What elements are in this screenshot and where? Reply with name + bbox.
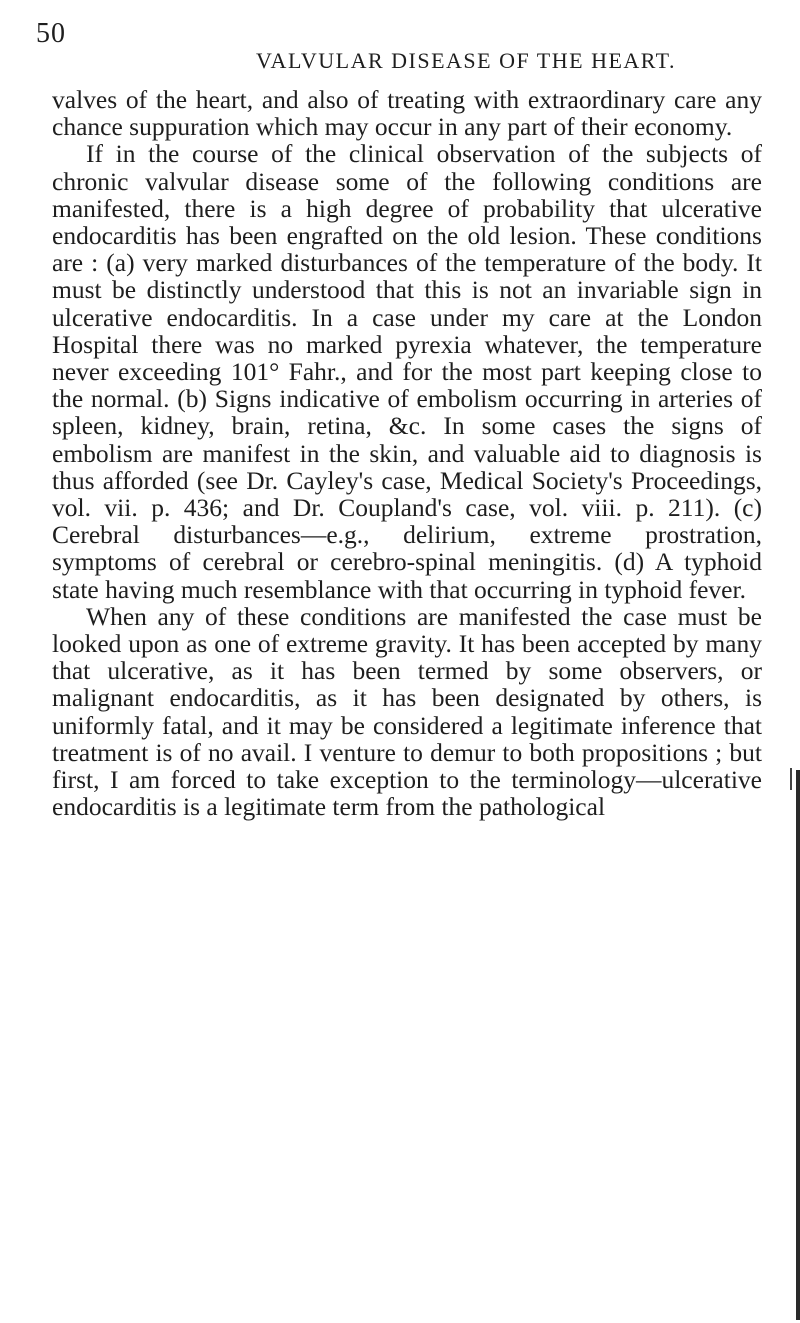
paragraph: When any of these conditions are manifested the case must be looked upon as one of extreme gravity. It has been accepted by many that ulcerative, as it has been termed by some observers, or malignant endocarditis, as it has been designated by others, is uniformly fatal, and it may be considered a legitimate inference that treatment is of no avail. I venture to demur to both propositions ; but first, I am forced to take exception to the terminology—ulcerative endocarditis is a legitimate term from the pathological [52, 601, 762, 822]
page-header [36, 10, 776, 73]
body-text [52, 86, 762, 820]
paragraph: If in the course of the clinical observation of the subjects of chronic valvular disease some of the following conditions are manifested, there is a high degree of probability that ulcerative endocarditis has been engrafted on the old lesion. These conditions are : (a) very marked disturbances of the temperature of the body. It must be distinctly understood that this is not an invariable sign in ulcerative endocarditis. In a case under my care at the London Hospital there was no marked pyrexia whatever, the temperature never exceeding 101° Fahr., and for the most part keeping close to the normal. (b) Signs indicative of embolism occurring in arteries of spleen, kidney, brain, retina, &c. In some cases the signs of embolism are manifest in the skin, and valuable aid to diagnosis is thus afforded (see Dr. Cayley's case, Medical Society's Proceedings, vol. vii. p. 436; and Dr. Coupland's case, vol. viii. p. 211). (c) Cerebral disturbances—e.g., delirium, extreme prostration, symptoms of cerebral or cerebro-spinal meningitis. (d) A typhoid state having much resemblance with that occurring in typhoid fever. [52, 139, 762, 604]
running-head: VALVULAR DISEASE OF THE HEART. [256, 48, 676, 73]
page-edge-tick [790, 768, 792, 790]
page-number: 50 [36, 18, 66, 49]
paragraph: valves of the heart, and also of treating with extraordinary care any chance suppuration which may occur in any part of their economy. [52, 85, 762, 142]
page-edge-shadow [796, 770, 800, 1320]
